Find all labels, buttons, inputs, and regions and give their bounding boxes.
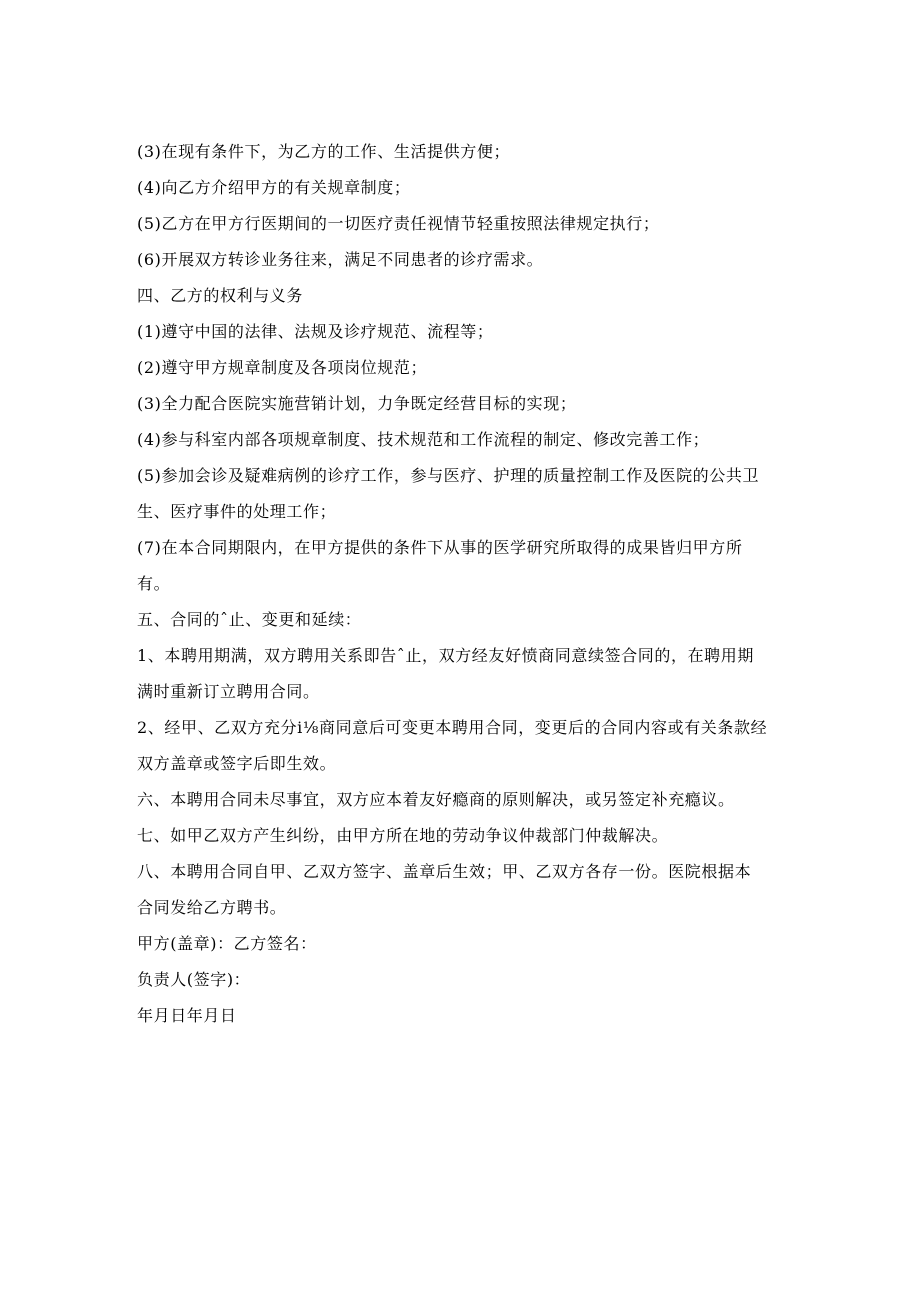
clause-line: (7)在本合同期限内，在甲方提供的条件下从事的医学研究所取得的成果皆归甲方所 [137, 538, 743, 557]
clause-line: (3)全力配合医院实施营销计划，力争既定经营目标的实现； [137, 394, 577, 413]
clause-line: (5)乙方在甲方行医期间的一切医疗责任视情节轻重按照法律规定执行； [137, 214, 660, 233]
section-heading: 五、合同的ˆ止、变更和延续： [137, 610, 362, 629]
clause-line: (3)在现有条件下，为乙方的工作、生活提供方便； [137, 142, 511, 161]
clause-line: (5)参加会诊及疑难病例的诊疗工作，参与医疗、护理的质量控制工作及医院的公共卫 [137, 466, 760, 485]
date-line: 年月日年月日 [137, 1006, 237, 1025]
section-heading: 六、本聘用合同未尽事宜，双方应本着友好瘾商的原则解决，或另签定补充瘾议。 [137, 790, 735, 809]
signature-line: 甲方(盖章)：乙方签名： [137, 934, 317, 953]
clause-line: (6)开展双方转诊业务往来，满足不同患者的诊疗需求。 [137, 250, 544, 269]
clause-line: 2、经甲、乙双方充分i⅛商同意后可变更本聘用合同，变更后的合同内容或有关条款经 [137, 718, 768, 737]
clause-line: 满时重新订立聘用合同。 [137, 682, 320, 701]
clause-line: 1、本聘用期满，双方聘用关系即告ˆ止，双方经友好愤商同意续签合同的，在聘用期 [137, 646, 754, 665]
clause-line: 合同发给乙方聘书。 [137, 898, 287, 917]
clause-line: (1)遵守中国的法律、法规及诊疗规范、流程等； [137, 322, 494, 341]
signature-line: 负责人(签字)： [137, 970, 251, 989]
clause-line: 生、医疗事件的处理工作； [137, 502, 337, 521]
clause-line: (4)向乙方介绍甲方的有关规章制度； [137, 178, 411, 197]
document-body [137, 134, 787, 1034]
section-heading: 四、乙方的权利与义务 [137, 286, 304, 305]
clause-line: (2)遵守甲方规章制度及各项岗位规范； [137, 358, 428, 377]
section-heading: 八、本聘用合同自甲、乙双方签字、盖章后生效；甲、乙双方各存一份。医院根据本 [137, 862, 752, 881]
clause-line: 有。 [137, 574, 171, 593]
section-heading: 七、如甲乙双方产生纠纷，由甲方所在地的劳动争议仲裁部门仲裁解决。 [137, 826, 669, 845]
clause-line: (4)参与科室内部各项规章制度、技术规范和工作流程的制定、修改完善工作； [137, 430, 710, 449]
clause-line: 双方盖章或签字后即生效。 [137, 754, 337, 773]
